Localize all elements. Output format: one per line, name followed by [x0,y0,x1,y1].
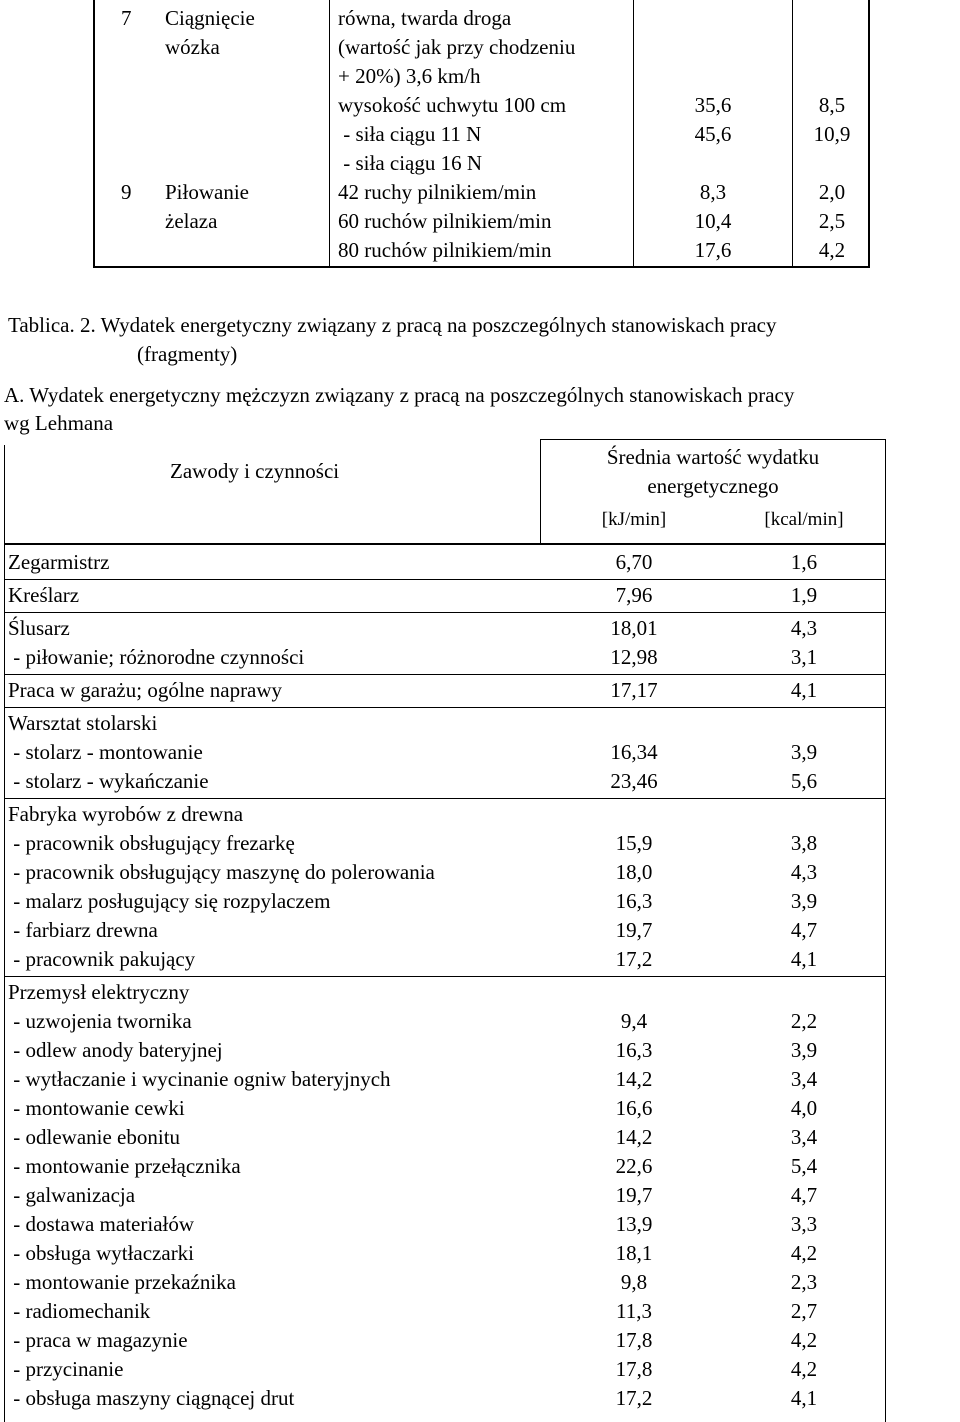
header-top-rule [540,439,886,440]
table-row [4,614,886,643]
table-group [4,709,886,796]
unit-kj-header: [kJ/min] [601,509,667,530]
kj-value: 16,3 [615,889,653,913]
top-table [93,0,870,268]
table-group [4,548,886,577]
unit-kcal-header: [kcal/min] [764,509,844,530]
activity-desc: 42 ruchy pilnikiem/min [338,180,537,204]
table-row [4,1065,886,1094]
kcal-value: 3,3 [790,1212,818,1236]
occupation-label: - obsługa wytłaczarki [8,1241,195,1265]
group-separator [4,707,886,708]
kcal-value: 3,9 [790,1038,818,1062]
occupation-label: - dostawa materiałów [8,1212,195,1236]
table-row [4,858,886,887]
kcal-value: 3,9 [790,889,818,913]
kj-value: 17,2 [615,947,653,971]
occupation-label: Fabryka wyrobów z drewna [8,802,244,826]
table-group [4,581,886,610]
kcal-value: 1,9 [790,583,818,607]
occupation-label: Przemysł elektryczny [8,980,190,1004]
table-row [4,581,886,610]
occupation-label: Zegarmistrz [8,550,110,574]
kcal-value: 2,7 [790,1299,818,1323]
activity-name: wózka [165,35,220,59]
kcal-value: 4,7 [790,1183,818,1207]
table-row [4,800,886,829]
table-row [4,643,886,672]
kcal-value: 4,3 [790,860,818,884]
activity-desc: wysokość uchwytu 100 cm [338,93,567,117]
table-caption-continued: (fragmenty) [137,342,238,366]
table-row [4,1297,886,1326]
table-row [4,1355,886,1384]
occupation-label: - odlewanie ebonitu [8,1125,181,1149]
occupation-label: - odlew anody bateryjnej [8,1038,223,1062]
table-row [4,548,886,577]
activity-desc: (wartość jak przy chodzeniu [338,35,576,59]
kj-value: 10,4 [694,209,732,233]
kj-value: 19,7 [615,918,653,942]
group-separator [4,798,886,799]
column-header-energy-continued: energetycznego [647,474,779,498]
kj-value: 17,8 [615,1357,653,1381]
kcal-value: 8,5 [818,93,846,117]
header-bottom-rule [4,543,886,545]
energy-expenditure-table [4,437,886,1422]
occupation-label: - stolarz - montowanie [8,740,203,764]
column-header-occupation: Zawody i czynności [170,459,340,483]
occupation-label: - praca w magazynie [8,1328,188,1352]
occupation-label: - uzwojenia twornika [8,1009,192,1033]
activity-desc: - siła ciągu 11 N [338,122,482,146]
kcal-value: 4,2 [818,238,846,262]
table-caption: Tablica. 2. Wydatek energetyczny związany z pracą na poszczególnych stanowiskach pracy [8,313,777,337]
occupation-label: - montowanie przekaźnika [8,1270,236,1294]
occupation-label: - piłowanie; różnorodne czynności [8,645,305,669]
occupation-label: - pracownik pakujący [8,947,196,971]
occupation-label: Ślusarz [8,616,70,640]
table-row [4,887,886,916]
table-row [4,1181,886,1210]
occupation-label: Praca w garażu; ogólne naprawy [8,678,283,702]
table-row [4,978,886,1007]
kj-value: 13,9 [615,1212,653,1236]
kcal-value: 5,4 [790,1154,818,1178]
kcal-value: 5,6 [790,769,818,793]
group-separator [4,674,886,675]
activity-desc: równa, twarda droga [338,6,512,30]
occupation-label: - przycinanie [8,1357,124,1381]
table-row [4,829,886,858]
table-row [4,1152,886,1181]
section-title-continued: wg Lehmana [4,411,114,435]
group-separator [4,976,886,977]
kj-value: 11,3 [616,1299,652,1323]
kcal-value: 4,2 [790,1328,818,1352]
kj-value: 16,34 [610,740,658,764]
kj-value: 18,0 [615,860,653,884]
kcal-value: 3,1 [790,645,818,669]
table-group [4,614,886,672]
table-group [4,676,886,705]
table-row [4,676,886,705]
occupation-label: - radiomechanik [8,1299,151,1323]
kj-value: 35,6 [694,93,732,117]
kcal-value: 10,9 [813,122,851,146]
occupation-label: - pracownik obsługujący maszynę do polerowania [8,860,435,884]
kcal-value: 3,4 [790,1125,818,1149]
kcal-value: 3,8 [790,831,818,855]
table-row [4,1094,886,1123]
occupation-label: - pracownik obsługujący frezarkę [8,831,295,855]
occupation-label: - galwanizacja [8,1183,136,1207]
table-row [4,1326,886,1355]
kj-value: 19,7 [615,1183,653,1207]
row-number: 9 [121,180,132,204]
kcal-value: 4,1 [790,678,818,702]
kcal-value: 3,9 [790,740,818,764]
kcal-value: 2,3 [790,1270,818,1294]
occupation-label: - stolarz - wykańczanie [8,769,209,793]
row-number: 7 [121,6,132,30]
kj-value: 16,6 [615,1096,653,1120]
occupation-label: - montowanie cewki [8,1096,185,1120]
activity-desc: 60 ruchów pilnikiem/min [338,209,552,233]
occupation-label: Warsztat stolarski [8,711,158,735]
table-row [4,1268,886,1297]
kj-value: 9,8 [620,1270,648,1294]
kj-value: 22,6 [615,1154,653,1178]
activity-desc: - siła ciągu 16 N [338,151,483,175]
activity-desc: + 20%) 3,6 km/h [338,64,481,88]
occupation-label: - malarz posługujący się rozpylaczem [8,889,331,913]
kcal-value: 1,6 [790,550,818,574]
table-row [4,1384,886,1413]
table-row [4,738,886,767]
kcal-value: 4,2 [790,1357,818,1381]
table-row [4,945,886,974]
table-row [4,767,886,796]
group-separator [4,579,886,580]
kj-value: 8,3 [699,180,727,204]
kj-value: 15,9 [615,831,653,855]
activity-name: Piłowanie [165,180,249,204]
kj-value: 23,46 [610,769,658,793]
kj-value: 17,17 [610,678,658,702]
table-group [4,978,886,1413]
kj-value: 14,2 [615,1067,653,1091]
kj-value: 6,70 [615,550,653,574]
kcal-value: 4,0 [790,1096,818,1120]
kj-value: 14,2 [615,1125,653,1149]
kcal-value: 2,2 [790,1009,818,1033]
top-table-divider [329,0,330,266]
occupation-label: - wytłaczanie i wycinanie ogniw bateryjnych [8,1067,391,1091]
kj-value: 18,01 [610,616,658,640]
group-separator [4,612,886,613]
table-row [4,916,886,945]
kcal-value: 4,1 [790,947,818,971]
table-row [4,1036,886,1065]
kj-value: 12,98 [610,645,658,669]
kj-value: 9,4 [620,1009,648,1033]
table-row [4,1210,886,1239]
kcal-value: 3,4 [790,1067,818,1091]
kj-value: 17,6 [694,238,732,262]
kj-value: 45,6 [694,122,732,146]
table-row [4,709,886,738]
kcal-value: 4,2 [790,1241,818,1265]
occupation-label: Kreślarz [8,583,80,607]
kcal-value: 2,5 [818,209,846,233]
activity-name: Ciągnięcie [165,6,255,30]
occupation-label: - obsługa maszyny ciągnącej drut [8,1386,295,1410]
table-group [4,800,886,974]
kcal-value: 4,3 [790,616,818,640]
kj-value: 17,2 [615,1386,653,1410]
kj-value: 18,1 [615,1241,653,1265]
kj-value: 17,8 [615,1328,653,1352]
column-header-energy: Średnia wartość wydatku [606,445,820,469]
section-title: A. Wydatek energetyczny mężczyzn związany z pracą na poszczególnych stanowiskach pracy [4,383,795,407]
table-row [4,1007,886,1036]
occupation-label: - montowanie przełącznika [8,1154,241,1178]
kcal-value: 4,1 [790,1386,818,1410]
activity-desc: 80 ruchów pilnikiem/min [338,238,552,262]
kj-value: 7,96 [615,583,653,607]
kj-value: 16,3 [615,1038,653,1062]
activity-name: żelaza [165,209,218,233]
occupation-label: - farbiarz drewna [8,918,158,942]
kcal-value: 2,0 [818,180,846,204]
table-row [4,1239,886,1268]
table-row [4,1123,886,1152]
kcal-value: 4,7 [790,918,818,942]
